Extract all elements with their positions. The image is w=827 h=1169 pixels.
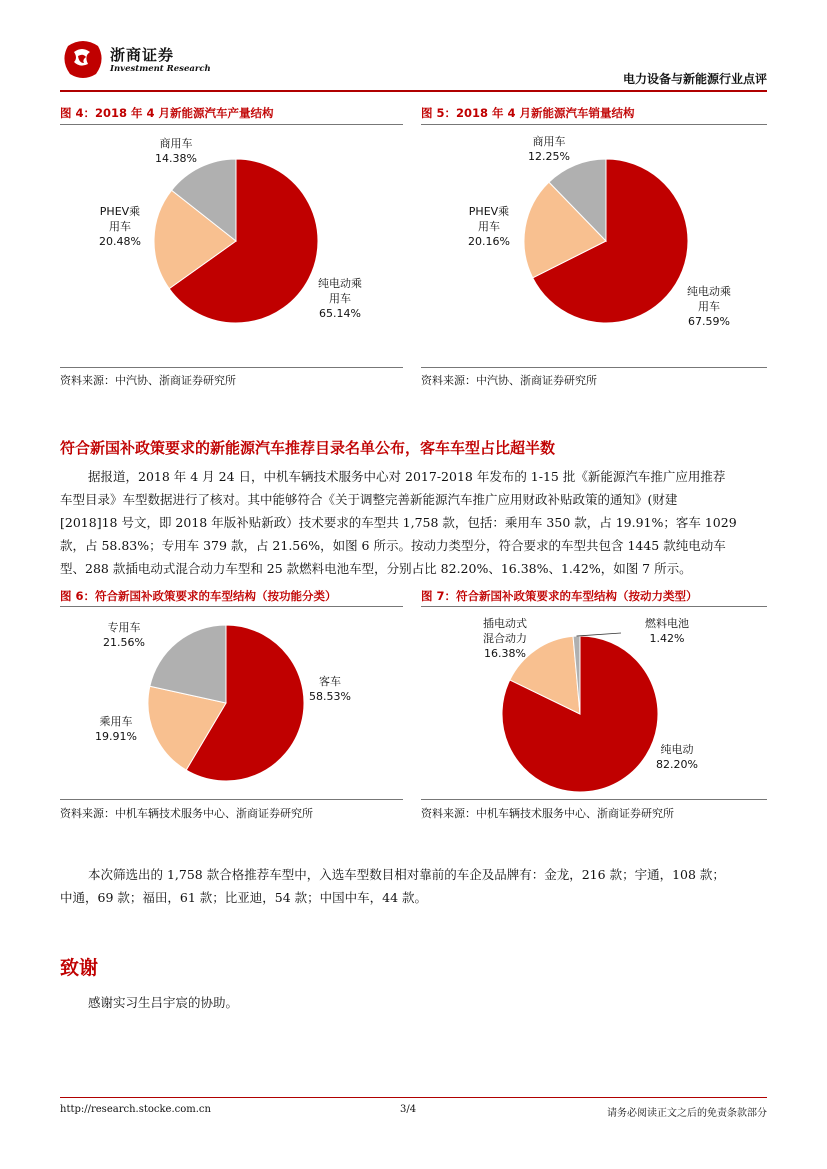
pie-label-line: 82.20% <box>656 758 698 771</box>
report-category: 电力设备与新能源行业点评 <box>622 72 767 86</box>
figure-7-pie <box>421 607 767 797</box>
pie-label-line: 58.53% <box>309 690 351 703</box>
pie-label-2 <box>528 134 570 163</box>
pie-label-0 <box>309 674 351 703</box>
paragraph-line: 型、288 款插电动式混合动力车型和 25 款燃料电池车型，分别占比 82.20%、16.38%、1.42%，如图 7 所示。 <box>60 561 692 576</box>
pie-label-line: PHEV乘 <box>468 205 510 218</box>
figure-6-bottom-rule <box>60 799 403 800</box>
figure-5-source: 资料来源：中汽协、浙商证券研究所 <box>421 374 597 387</box>
pie-label-line: 20.48% <box>99 235 141 248</box>
pie-label-line: 纯电动乘 <box>318 277 362 290</box>
pie-label-line: 专用车 <box>107 621 141 634</box>
figure-4-pie <box>60 125 403 365</box>
pie-label-line: 19.91% <box>95 730 137 743</box>
pie-label-line: 12.25% <box>528 150 570 163</box>
paragraph-line: 本次筛选出的 1,758 款合格推荐车型中，入选车型数目相对靠前的车企及品牌有：金龙，216 款；宇通，108 款； <box>88 867 725 882</box>
section-paragraph-2 <box>60 863 767 909</box>
pie-label-line: 混合动力 <box>483 632 527 645</box>
pie-label-line: 燃料电池 <box>645 617 689 630</box>
pie-label-2 <box>155 136 197 165</box>
paragraph-line: [2018]18 号文，即 2018 年版补贴新政）技术要求的车型共 1,758 款，包括：乘用车 350 款，占 19.91%；客车 1029 <box>60 515 737 530</box>
paragraph-line: 车型目录》车型数据进行了核对。其中能够符合《关于调整完善新能源汽车推广应用财政补贴政策的通知》(财建 <box>60 492 678 507</box>
paragraph-line: 中通，69 款；福田，61 款；比亚迪，54 款；中国中车，44 款。 <box>60 890 428 905</box>
footer-disclaimer: 请务必阅读正文之后的免责条款部分 <box>607 1108 767 1119</box>
logo-icon <box>62 38 104 80</box>
figure-7-title: 图 7：符合新国补政策要求的车型结构（按动力类型） <box>421 589 698 603</box>
pie-label-line: 客车 <box>319 675 341 688</box>
pie-label-line: 商用车 <box>532 135 566 148</box>
figure-7-bottom-rule <box>421 799 767 800</box>
page-number: 3/4 <box>400 1104 417 1115</box>
section-heading: 符合新国补政策要求的新能源汽车推荐目录名单公布，客车车型占比超半数 <box>60 439 556 457</box>
leader-line <box>577 633 621 636</box>
pie-label-1 <box>99 204 141 248</box>
figure-4-source: 资料来源：中汽协、浙商证券研究所 <box>60 374 236 387</box>
pie-label-line: 纯电动乘 <box>687 285 731 298</box>
pie-label-1 <box>95 714 137 743</box>
figure-5-bottom-rule <box>421 367 767 368</box>
pie-label-1 <box>483 616 527 660</box>
pie-label-line: 65.14% <box>319 307 361 320</box>
pie-label-line: 乘用车 <box>99 715 133 728</box>
pie-label-line: 用车 <box>109 220 131 233</box>
pie-label-line: 1.42% <box>649 632 685 645</box>
pie-label-line: 用车 <box>329 292 351 305</box>
pie-label-1 <box>468 204 510 248</box>
pie-label-0 <box>318 276 362 320</box>
footer-url[interactable]: http://research.stocke.com.cn <box>60 1104 211 1115</box>
pie-label-line: 16.38% <box>484 647 526 660</box>
figure-6-title: 图 6：符合新国补政策要求的车型结构（按功能分类） <box>60 589 337 603</box>
pie-label-line: PHEV乘 <box>99 205 141 218</box>
pie-label-line: 20.16% <box>468 235 510 248</box>
header-divider <box>60 90 767 92</box>
footer-divider <box>60 1097 767 1098</box>
figure-6-source: 资料来源：中机车辆技术服务中心、浙商证券研究所 <box>60 807 313 820</box>
pie-label-line: 14.38% <box>155 152 197 165</box>
pie-label-0 <box>656 742 698 771</box>
logo-text-cn: 浙商证券 <box>110 46 175 64</box>
thanks-text: 感谢实习生吕宇宸的协助。 <box>88 995 239 1010</box>
pie-label-2 <box>645 616 689 645</box>
figure-4-bottom-rule <box>60 367 403 368</box>
pie-label-line: 用车 <box>478 220 500 233</box>
figure-5-title: 图 5：2018 年 4 月新能源汽车销量结构 <box>421 106 635 120</box>
figure-7-source: 资料来源：中机车辆技术服务中心、浙商证券研究所 <box>421 807 674 820</box>
figure-5-pie <box>421 125 767 365</box>
pie-label-line: 插电动式 <box>483 617 527 630</box>
paragraph-line: 款，占 58.83%；专用车 379 款，占 21.56%，如图 6 所示。按动力类型分，符合要求的车型共包含 1445 款纯电动车 <box>60 538 726 553</box>
logo-text-en: Investment Research <box>110 64 211 74</box>
figure-4-title: 图 4：2018 年 4 月新能源汽车产量结构 <box>60 106 274 120</box>
figure-6-pie <box>60 607 403 797</box>
pie-label-line: 21.56% <box>103 636 145 649</box>
pie-label-line: 纯电动 <box>660 743 694 756</box>
section-paragraph <box>60 465 767 580</box>
pie-label-line: 用车 <box>698 300 720 313</box>
pie-label-2 <box>103 620 145 649</box>
pie-label-line: 商用车 <box>159 137 193 150</box>
thanks-heading: 致谢 <box>60 957 99 979</box>
pie-label-line: 67.59% <box>688 315 730 328</box>
pie-label-0 <box>687 284 731 328</box>
paragraph-line: 据报道，2018 年 4 月 24 日，中机车辆技术服务中心对 2017-2018 年发布的 1-15 批《新能源汽车推广应用推荐 <box>88 469 726 484</box>
